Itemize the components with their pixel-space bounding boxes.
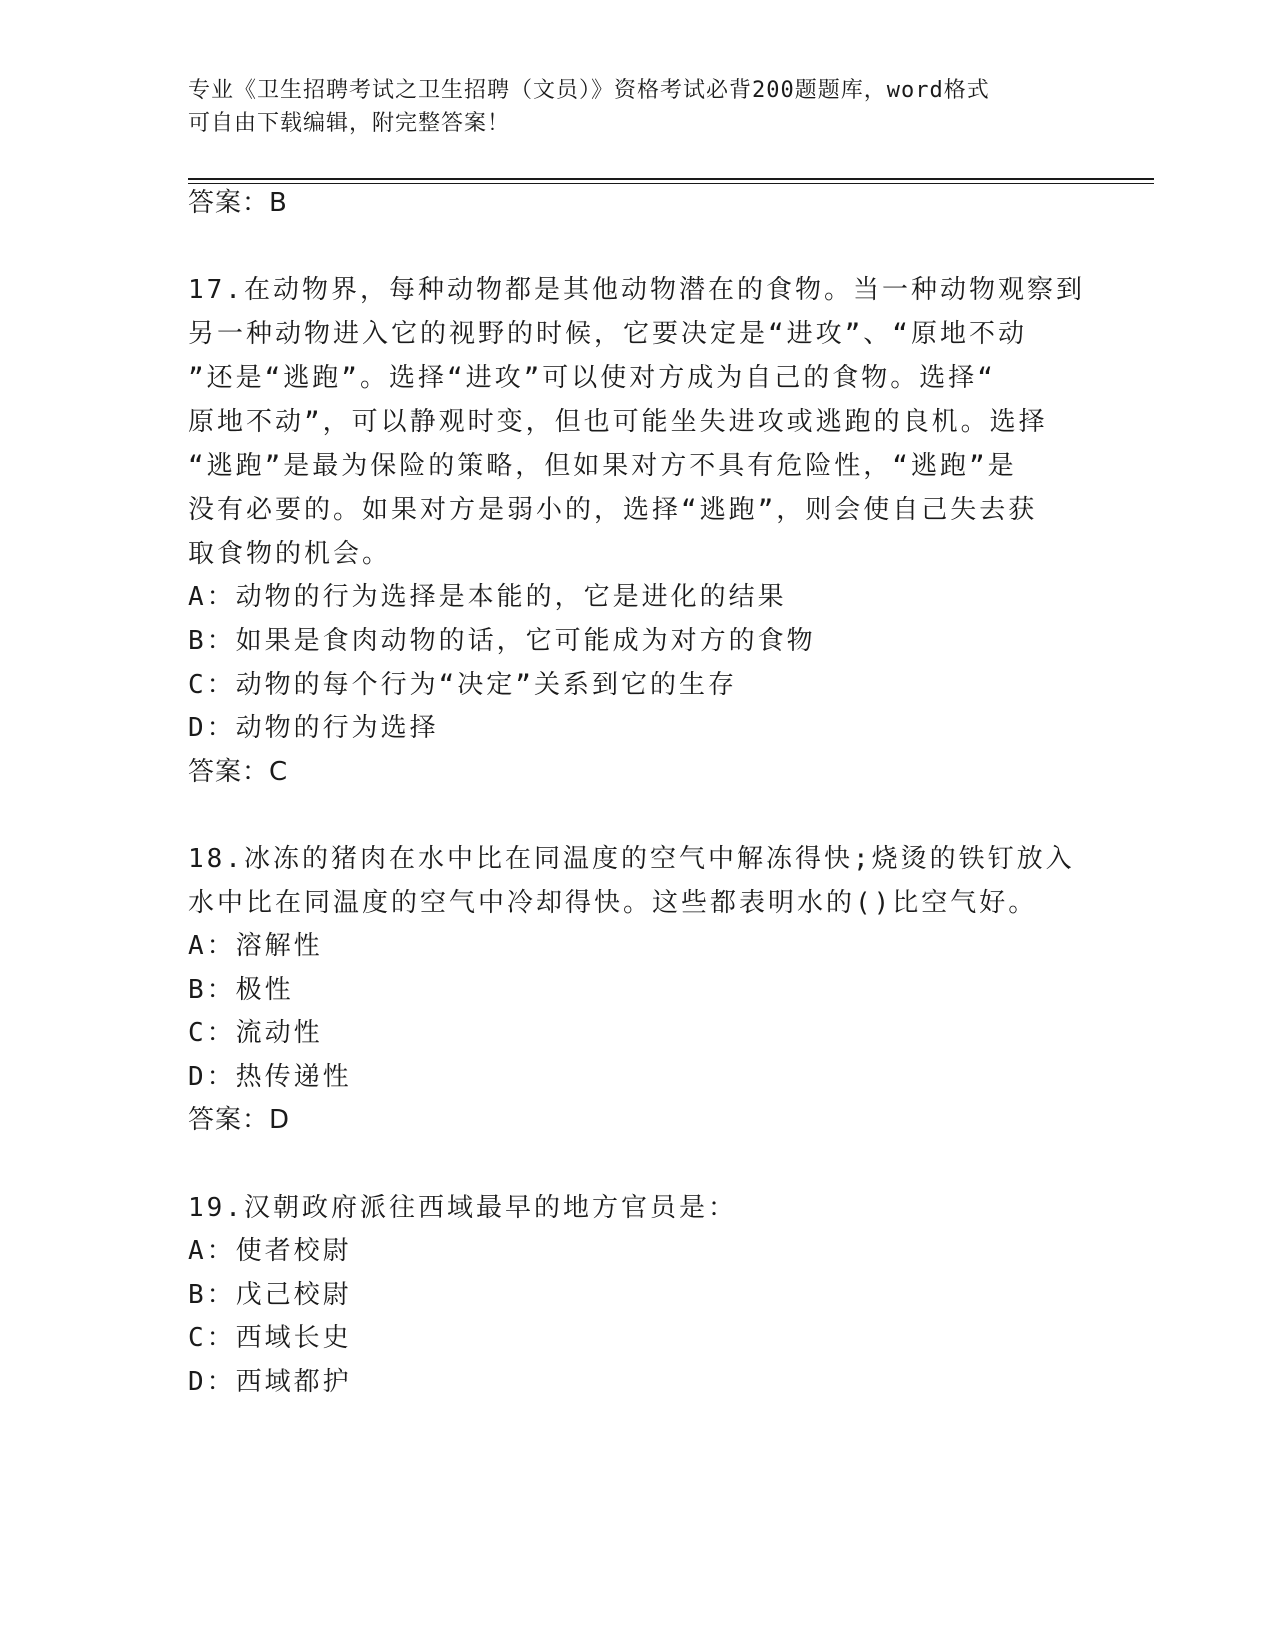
q17-line-6: 没有必要的。如果对方是弱小的，选择“逃跑”，则会使自己失去获 — [188, 495, 1038, 525]
q19-option-b: B：戊己校尉 — [188, 1280, 352, 1310]
q18-option-d: D：热传递性 — [188, 1062, 352, 1092]
q17-line-3: ”还是“逃跑”。选择“进攻”可以使对方成为自己的食物。选择“ — [188, 363, 996, 393]
answer-q18: 答案：D — [188, 1105, 291, 1135]
q17-line-5: “逃跑”是最为保险的策略，但如果对方不具有危险性，“逃跑”是 — [188, 451, 1017, 481]
q19-option-d: D：西域都护 — [188, 1367, 352, 1397]
q17-option-b: B：如果是食肉动物的话，它可能成为对方的食物 — [188, 626, 816, 656]
header-line-2: 可自由下载编辑，附完整答案！ — [188, 111, 511, 136]
q17-option-d: D：动物的行为选择 — [188, 713, 439, 743]
q18-option-b: B：极性 — [188, 975, 294, 1005]
q18-option-a: A：溶解性 — [188, 931, 323, 961]
q17-option-c: C：动物的每个行为“决定”关系到它的生存 — [188, 670, 737, 700]
q19-option-a: A：使者校尉 — [188, 1236, 352, 1266]
q17-line-7: 取食物的机会。 — [188, 539, 392, 569]
header-divider-thick — [188, 178, 1154, 180]
header-line-1: 专业《卫生招聘考试之卫生招聘（文员）》资格考试必背200题题库，word格式 — [188, 78, 990, 103]
q19-option-c: C：西域长史 — [188, 1323, 352, 1353]
q18-line-1: 18.冰冻的猪肉在水中比在同温度的空气中解冻得快;烧烫的铁钉放入 — [188, 844, 1075, 874]
q17-line-1: 17.在动物界，每种动物都是其他动物潜在的食物。当一种动物观察到 — [188, 275, 1085, 305]
q18-option-c: C：流动性 — [188, 1018, 323, 1048]
q17-line-4: 原地不动”，可以静观时变，但也可能坐失进攻或逃跑的良机。选择 — [188, 407, 1048, 437]
q18-line-2: 水中比在同温度的空气中冷却得快。这些都表明水的()比空气好。 — [188, 888, 1038, 918]
q17-option-a: A：动物的行为选择是本能的，它是进化的结果 — [188, 582, 787, 612]
q19-line-1: 19.汉朝政府派往西域最早的地方官员是： — [188, 1193, 737, 1223]
answer-q17: 答案：C — [188, 757, 289, 787]
page-header — [188, 74, 1088, 140]
answer-q16: 答案：B — [188, 188, 288, 218]
header-divider-thin — [188, 183, 1154, 184]
q17-line-2: 另一种动物进入它的视野的时候，它要决定是“进攻”、“原地不动 — [188, 319, 1027, 349]
